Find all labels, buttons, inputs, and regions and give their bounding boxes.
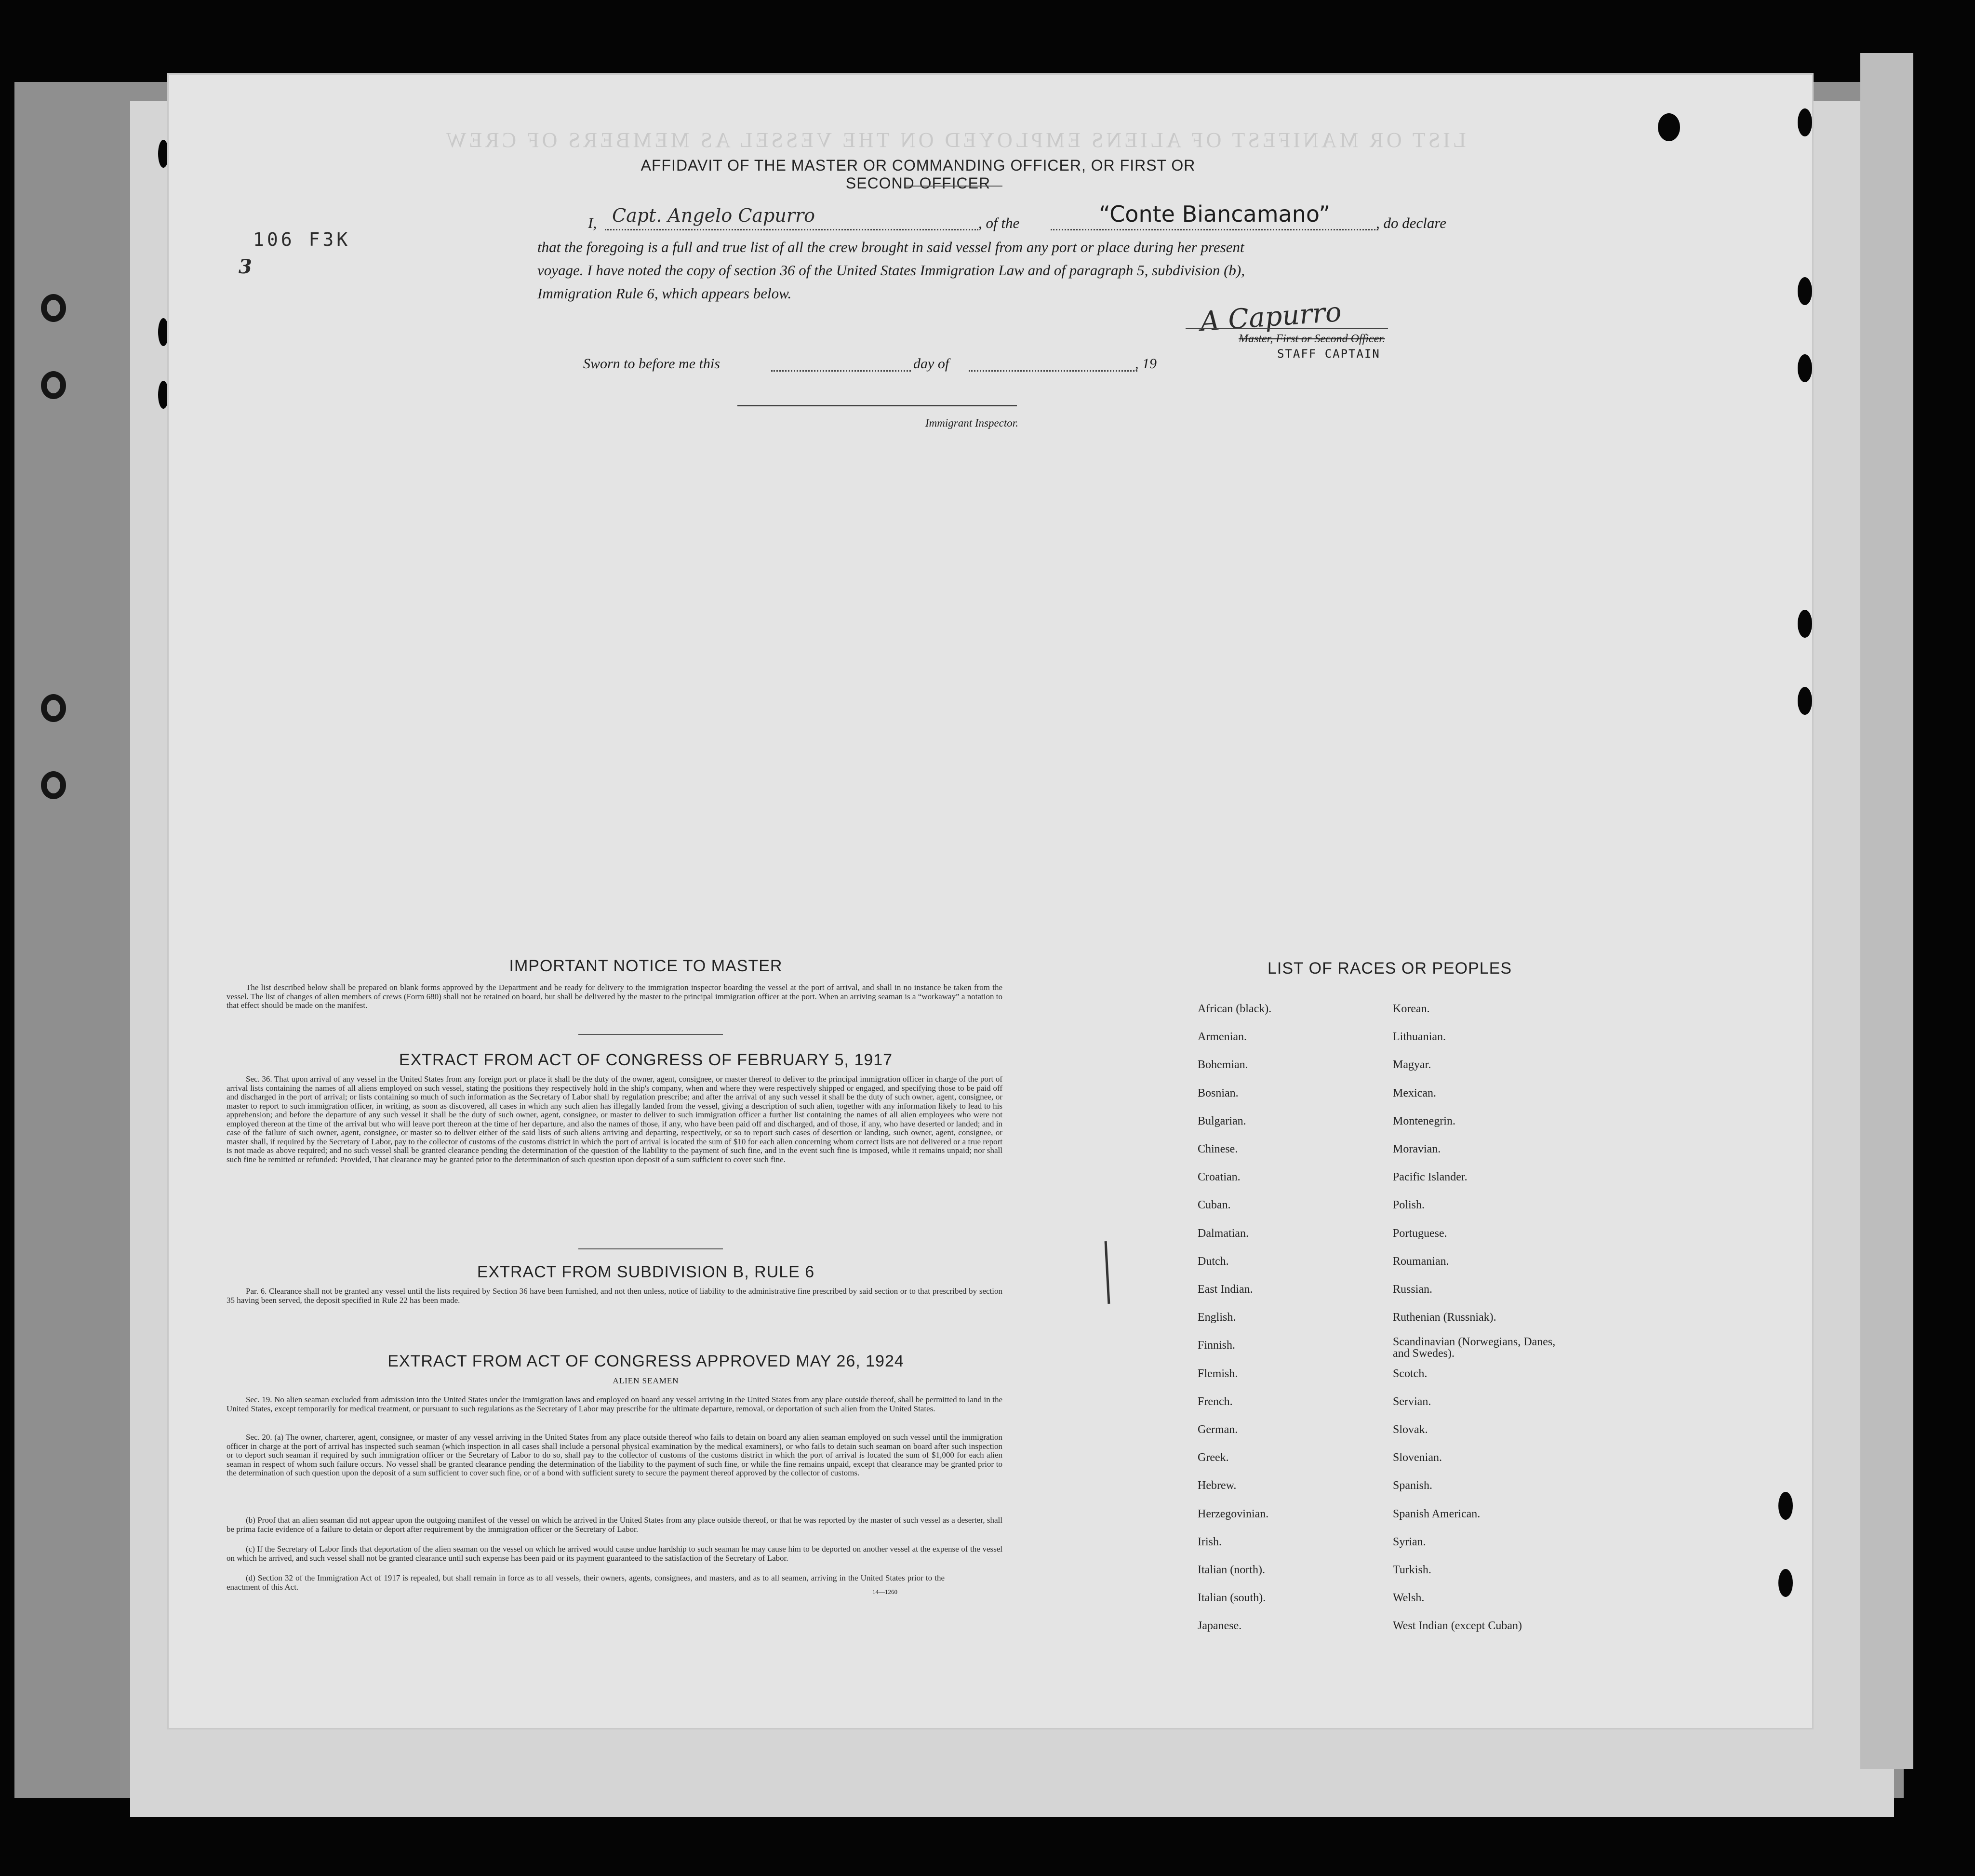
race-item: Polish. bbox=[1393, 1199, 1425, 1212]
sworn-prefix: Sworn to before me this bbox=[583, 356, 720, 372]
race-item: French. bbox=[1198, 1395, 1233, 1408]
punch-hole bbox=[1798, 354, 1812, 382]
race-item: Italian (north). bbox=[1198, 1564, 1265, 1576]
punch-hole bbox=[1798, 687, 1812, 715]
section-rule bbox=[578, 1248, 723, 1249]
punch-hole bbox=[1658, 113, 1680, 141]
race-item: Spanish American. bbox=[1393, 1507, 1481, 1520]
race-item: Italian (south). bbox=[1198, 1592, 1266, 1605]
race-item: Welsh. bbox=[1393, 1592, 1425, 1605]
sworn-year: , 19 bbox=[1135, 356, 1157, 372]
race-item: Chinese. bbox=[1198, 1143, 1238, 1155]
notice-title: IMPORTANT NOTICE TO MASTER bbox=[509, 957, 783, 975]
staff-captain-stamp: STAFF CAPTAIN bbox=[1277, 347, 1380, 361]
race-item: Bohemian. bbox=[1198, 1059, 1248, 1072]
race-item: Spanish. bbox=[1393, 1479, 1433, 1492]
affidavit-line1-prefix: I, bbox=[588, 214, 597, 231]
race-item: Servian. bbox=[1393, 1395, 1431, 1408]
race-item: Herzegovinian. bbox=[1198, 1507, 1269, 1520]
binding-hole bbox=[158, 318, 169, 346]
race-item: German. bbox=[1198, 1423, 1238, 1436]
race-item: Greek. bbox=[1198, 1451, 1229, 1464]
sworn-month-underline bbox=[969, 370, 1137, 372]
manifest-page bbox=[169, 75, 1812, 1728]
race-item: Portuguese. bbox=[1393, 1227, 1447, 1240]
race-item: Finnish. bbox=[1198, 1339, 1236, 1352]
race-item: Dalmatian. bbox=[1198, 1227, 1249, 1240]
races-title: LIST OF RACES OR PEOPLES bbox=[1268, 959, 1512, 978]
race-item: Armenian. bbox=[1198, 1031, 1247, 1044]
extract-1917-body: Sec. 36. That upon arrival of any vessel in the United States from any foreign port or place it shall be the duty of the owner, agent, consignee, or master thereof to deliver to the principal immigration officer in charge of the port of arrival lists containing the names of all aliens employed on such vessel, stating the positions they respectively hold in the ship's company, when and where they were respectively shipped or engaged, and specifying those to be paid off and discharged in the port of arrival; or lists containing so much of such information as the Secretary of Labor shall by regulation prescribe; and after the arrival of any such vessel it shall be the duty of such owner, agent, consignee, or master to report to such immigration officer, in writing, as soon as discovered, all cases in which any such alien has illegally landed from the vessel, giving a description of such alien, together with any information likely to lead to his apprehension; and before the departure of any such vessel it shall be the duty of such owner, agent, consignee, or master to deliver to such immigration officer a further list containing the names of all alien employees who were not employed thereon at the time of the arrival but who will leave port thereon at the time of her departure, and also the names of those, if any, who have been paid off and discharged, and of those, if any, who have deserted or landed; and in case of the failure of such owner, agent, consignee, or master so to deliver either of the said lists of such aliens arriving and departing, respectively, or so to report such cases of desertion or landing, such owner, agent, consignee, or master shall, if required by the Secretary of Labor, pay to the collector of customs of the customs district in which the port of arrival is located the sum of $10 for each alien concerning whom correct lists are not delivered or a true report is not made as above required; and no such vessel shall be granted clearance pending the determination of the question of the liability to the payment of such fine, and in the event such fine is imposed, while it remains unpaid; nor shall such fine be remitted or refunded: Provided, That clearance may be granted prior to the determination of such question upon deposit of a sum sufficient to cover such fine. bbox=[227, 1074, 1002, 1164]
title-rule bbox=[906, 186, 1002, 187]
stacked-page-edges bbox=[1860, 53, 1913, 1769]
race-item: Moravian. bbox=[1393, 1143, 1441, 1155]
race-item: Bulgarian. bbox=[1198, 1114, 1246, 1127]
binding-hole bbox=[41, 371, 66, 399]
race-item: Turkish. bbox=[1393, 1564, 1431, 1576]
signature-underline bbox=[1186, 328, 1388, 329]
affidavit-declare: , do declare bbox=[1376, 214, 1447, 231]
binding-hole bbox=[158, 381, 169, 409]
race-item: Cuban. bbox=[1198, 1199, 1231, 1212]
bleed-through-header: LIST OR MANIFEST OF ALIENS EMPLOYED ON THE VESSEL AS MEMBERS OF CREW bbox=[443, 128, 1466, 152]
punch-hole bbox=[1798, 610, 1812, 638]
vessel-name: “Conte Biancamano” bbox=[1099, 201, 1331, 227]
vessel-underline bbox=[1051, 229, 1378, 230]
punch-hole bbox=[1798, 277, 1812, 305]
binding-hole bbox=[158, 140, 169, 168]
extract-1924-sec20b: (b) Proof that an alien seaman did not appear upon the outgoing manifest of the vessel on which he arrived in the United States from any place outside thereof, or that he was reported by the master of such vessel as a deserter, shall be prima facie evidence of a failure to detain or deport after requirement by the immigration officer or the Secretary of Labor. bbox=[227, 1515, 1002, 1534]
name-underline bbox=[605, 229, 978, 230]
affidavit-title: AFFIDAVIT OF THE MASTER OR COMMANDING OFFICER, OR FIRST OR SECOND OFFICER bbox=[641, 157, 1196, 192]
race-item: Ruthenian (Russniak). bbox=[1393, 1311, 1496, 1324]
notice-body: The list described below shall be prepared on blank forms approved by the Department and be ready for delivery to the immigration inspector boarding the vessel at the port of arrival, and shall in no instance be taken from the vessel. The list of changes of alien members of crews (Form 680) shall not be retained on board, but shall be delivered by the master to the principal immigration officer at the port. When an arriving seaman is a “workaway” a notation to that effect should be made on the manifest. bbox=[227, 983, 1002, 1010]
race-item: Bosnian. bbox=[1198, 1086, 1239, 1099]
race-item: Irish. bbox=[1198, 1535, 1222, 1548]
race-item: English. bbox=[1198, 1311, 1236, 1324]
sworn-day-of: day of bbox=[913, 356, 949, 372]
alien-seamen-subtitle: ALIEN SEAMEN bbox=[613, 1376, 679, 1385]
margin-mark: 3 bbox=[239, 255, 252, 278]
pencil-mark bbox=[1105, 1241, 1110, 1304]
sworn-date-underline bbox=[771, 370, 911, 372]
race-item: Flemish. bbox=[1198, 1367, 1238, 1380]
race-item: Syrian. bbox=[1393, 1535, 1426, 1548]
race-item: Russian. bbox=[1393, 1283, 1433, 1296]
extract-1924-title: EXTRACT FROM ACT OF CONGRESS APPROVED MAY 26, 1924 bbox=[387, 1352, 904, 1370]
race-item: Slovenian. bbox=[1393, 1451, 1442, 1464]
section-rule bbox=[578, 1034, 723, 1035]
affidavit-line4: Immigration Rule 6, which appears below. bbox=[537, 285, 792, 302]
race-item: Slovak. bbox=[1393, 1423, 1428, 1436]
race-item: Japanese. bbox=[1198, 1620, 1242, 1633]
margin-mark: 106 F3K bbox=[253, 229, 351, 250]
race-item: Korean. bbox=[1393, 1003, 1430, 1015]
affidavit-line3: voyage. I have noted the copy of section 36 of the United States Immigration Law and of paragraph 5, subdivision (b), bbox=[537, 262, 1245, 279]
race-item: Hebrew. bbox=[1198, 1479, 1237, 1492]
punch-hole bbox=[1778, 1492, 1793, 1520]
race-item: Magyar. bbox=[1393, 1059, 1431, 1072]
binding-hole bbox=[41, 771, 66, 799]
binding-hole bbox=[41, 294, 66, 322]
punch-hole bbox=[1778, 1569, 1793, 1597]
race-item: East Indian. bbox=[1198, 1283, 1253, 1296]
inspector-signature-line bbox=[737, 405, 1017, 406]
punch-hole bbox=[1798, 108, 1812, 136]
race-item: Roumanian. bbox=[1393, 1255, 1449, 1268]
extract-1924-sec19: Sec. 19. No alien seaman excluded from admission into the United States under the immigration laws and employed on board any vessel arriving in the United States from any place outside thereof, shall be permitted to land in the United States, except temporarily for medical treatment, or pursuant to such regulations as the Secretary of Labor may prescribe for the ultimate departure, removal, or deportation of such alien from the United States. bbox=[227, 1395, 1002, 1413]
race-item: Dutch. bbox=[1198, 1255, 1229, 1268]
race-item: African (black). bbox=[1198, 1003, 1272, 1015]
race-item: Scandinavian (Norwegians, Danes, and Swedes). bbox=[1393, 1336, 1556, 1360]
signer-title: Master, First or Second Officer. bbox=[1239, 333, 1385, 345]
race-item: Croatian. bbox=[1198, 1171, 1241, 1184]
race-item: Lithuanian. bbox=[1393, 1031, 1446, 1044]
race-item: West Indian (except Cuban) bbox=[1393, 1620, 1522, 1633]
extract-1924-sec20c: (c) If the Secretary of Labor finds that deportation of the alien seaman on the vessel on which he arrived would cause undue hardship to such seaman he may cause him to be deported on another vessel at the expense of the vessel on which he arrived, and such vessel shall not be granted clearance until such expense has been paid or its payment guaranteed to the satisfaction of the Secretary of Labor. bbox=[227, 1544, 1002, 1563]
subdivision-b-body: Par. 6. Clearance shall not be granted any vessel until the lists required by Section 36 have been furnished, and not then unless, notice of liability to the administrative fine prescribed by said section or to that prescribed by section 35 having been served, the deposit specified in Rule 22 has been made. bbox=[227, 1286, 1002, 1305]
extract-1924-sec20a: Sec. 20. (a) The owner, charterer, agent, consignee, or master of any vessel arriving in the United States from any place outside thereof who fails to detain on board any alien seaman employed on such vessel until the immigration officer in charge at the port of arrival has inspected such seaman (which inspection in all cases shall include a personal physical examination by the medical examiners), or who fails to detain such seaman on board after such inspection or to deport such seaman if required by such immigration officer or the Secretary of Labor to do so, shall pay to the collector of customs of the customs district in which the port of arrival is located the sum of $1,000 for each alien seaman in respect of whom such failure occurs. No vessel shall be granted clearance pending the determination of the liability to the payment of such fine, or while the fine remains unpaid, except that clearance may be granted prior to the determination of such question upon the deposit of a sum sufficient to cover such fine, or of a bond with sufficient surety to secure the payment thereof approved by the collector of customs. bbox=[227, 1433, 1002, 1477]
race-item: Montenegrin. bbox=[1393, 1114, 1455, 1127]
affidavit-of-the: , of the bbox=[978, 214, 1020, 231]
race-item: Scotch. bbox=[1393, 1367, 1428, 1380]
affidavit-line2: that the foregoing is a full and true list of all the crew brought in said vessel from any port or place during her present bbox=[537, 239, 1244, 255]
race-item: Mexican. bbox=[1393, 1086, 1436, 1099]
extract-1924-sec20d: (d) Section 32 of the Immigration Act of 1917 is repealed, but shall remain in force as to all vessels, their owners, agents, consignees, and masters, and as to all seamen, arriving in the United States prior to the enactment of this Act. bbox=[227, 1573, 945, 1592]
subdivision-b-title: EXTRACT FROM SUBDIVISION B, RULE 6 bbox=[477, 1263, 815, 1281]
form-number: 14—1260 bbox=[872, 1588, 897, 1595]
binding-hole bbox=[41, 694, 66, 722]
captain-name: Capt. Angelo Capurro bbox=[612, 205, 815, 226]
extract-1917-title: EXTRACT FROM ACT OF CONGRESS OF FEBRUARY 5, 1917 bbox=[399, 1051, 893, 1069]
race-item: Pacific Islander. bbox=[1393, 1171, 1468, 1184]
signature: A Capurro bbox=[1199, 296, 1343, 338]
inspector-label: Immigrant Inspector. bbox=[925, 417, 1018, 429]
